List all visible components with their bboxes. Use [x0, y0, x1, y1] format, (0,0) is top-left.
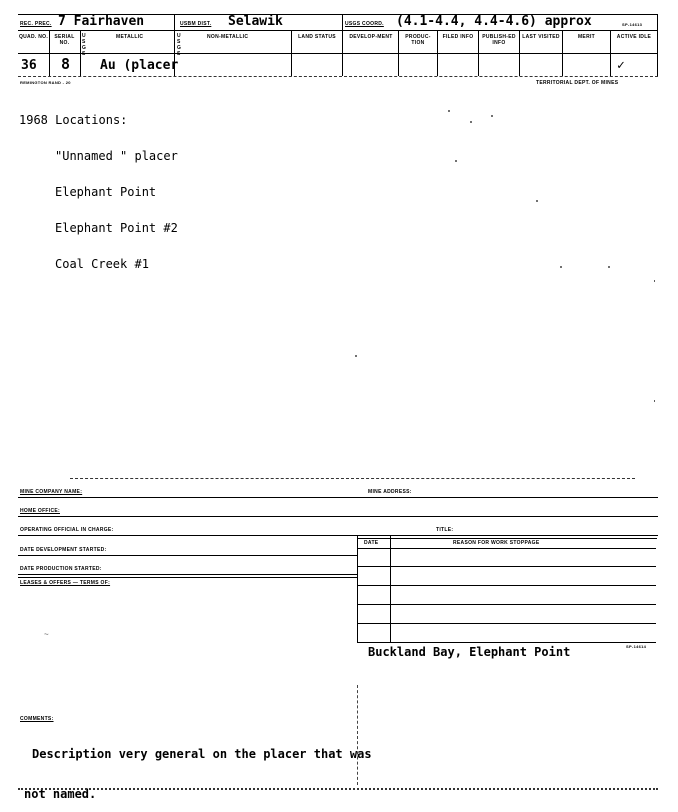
usgs-coord-label: USGS COORD. [345, 21, 384, 27]
body-year: 1968 [19, 113, 48, 127]
row-metallic: Au (placer [100, 58, 179, 73]
body-heading: Locations: [55, 113, 128, 127]
col-development: DEVELOP-MENT [349, 34, 393, 40]
stoppage-row-rule [358, 642, 656, 643]
row-serial-no: 8 [61, 55, 71, 73]
stoppage-date-divider [390, 535, 391, 643]
stoppage-row-rule [358, 585, 656, 586]
rule-official [18, 535, 658, 536]
location-item: "Unnamed " placer [55, 149, 178, 163]
col-serial-no: SERIAL NO. [54, 34, 75, 46]
label-date-development-started: DATE DEVELOPMENT STARTED: [20, 547, 107, 553]
agency-name: TERRITORIAL DEPT. OF MINES [536, 80, 619, 86]
comments-line: not named. [24, 787, 97, 801]
rule-company [18, 497, 658, 498]
stoppage-row-rule [358, 548, 656, 549]
row-bottom-rule [18, 76, 658, 77]
row-quad-no: 36 [21, 58, 37, 73]
label-title: TITLE: [436, 527, 454, 533]
label-mine-address: MINE ADDRESS: [368, 489, 412, 495]
scan-speck [654, 400, 655, 402]
location-item: Elephant Point [55, 185, 157, 199]
scan-speck [608, 266, 610, 268]
card-info: REMINGTON RAND - 20 [20, 80, 71, 85]
col-date: DATE [364, 540, 379, 546]
label-operating-official: OPERATING OFFICIAL IN CHARGE: [20, 527, 114, 533]
scan-speck [448, 110, 450, 112]
form-number-bottom: SP-14614 [626, 644, 647, 649]
col-usgs-1: U S G S [82, 33, 87, 57]
location-item: Elephant Point #2 [55, 221, 178, 235]
handwritten-mark: ~ [44, 630, 49, 639]
scan-speck [654, 280, 655, 282]
row-active-idle: ✓ [617, 58, 625, 73]
col-land-status: LAND STATUS [298, 34, 336, 40]
rule-development [18, 555, 357, 556]
usgs-coord-value: (4.1-4.4, 4.4-4.6) approx [396, 14, 592, 29]
comments-text [24, 724, 372, 812]
scan-bottom-edge [18, 788, 658, 790]
label-mine-company-name: MINE COMPANY NAME: [20, 489, 83, 495]
scan-speck [560, 266, 562, 268]
col-filed-info: FILED INFO [442, 34, 474, 40]
col-production: PRODUC-TION [405, 34, 431, 46]
stoppage-row-rule [358, 623, 656, 624]
col-merit: MERIT [577, 34, 596, 40]
form-number-top: SP-14613 [622, 22, 643, 27]
location-note: Buckland Bay, Elephant Point [368, 645, 571, 659]
location-item: Coal Creek #1 [55, 257, 149, 271]
scan-speck [536, 200, 538, 202]
rec-prec-label: REC. PREC. [20, 21, 52, 27]
usbm-dist-label: USBM DIST. [180, 21, 212, 27]
header-bottom-rule [18, 53, 658, 54]
label-home-office: HOME OFFICE: [20, 508, 60, 514]
usbm-dist-value: Selawik [228, 14, 283, 29]
divider-usgs [342, 14, 343, 76]
stoppage-header-rule [357, 538, 657, 539]
stoppage-row-rule [358, 604, 656, 605]
label-leases-offers: LEASES & OFFERS — TERMS OF: [20, 580, 111, 586]
form-upper-boundary [70, 478, 635, 479]
rule-production [18, 574, 357, 575]
label-date-production-started: DATE PRODUCTION STARTED: [20, 566, 102, 572]
stoppage-table-left [357, 535, 358, 643]
col-reason-stoppage: REASON FOR WORK STOPPAGE [453, 540, 540, 546]
col-metallic: METALLIC [116, 34, 144, 40]
scan-speck [491, 115, 493, 117]
scan-speck [455, 160, 457, 162]
label-comments: COMMENTS: [20, 716, 54, 722]
col-last-visited: LAST VISITED [522, 34, 560, 40]
col-non-metallic: NON-METALLIC [207, 34, 249, 40]
comments-line: Description very general on the placer that was [32, 747, 372, 761]
rule-production-double [18, 577, 357, 578]
scan-speck [470, 121, 472, 123]
rec-prec-value: 7 Fairhaven [58, 14, 145, 29]
body-text-block [19, 90, 178, 282]
scan-speck [355, 355, 357, 357]
stoppage-row-rule [358, 566, 656, 567]
col-quad-no: QUAD. NO. [18, 34, 49, 40]
col-active-idle: ACTIVE IDLE [616, 34, 652, 40]
col-usgs-2: U S G S [177, 33, 182, 57]
col-published-info: PUBLISH-ED INFO [482, 34, 516, 46]
divider-right-edge [657, 14, 658, 76]
rule-home-office [18, 516, 658, 517]
